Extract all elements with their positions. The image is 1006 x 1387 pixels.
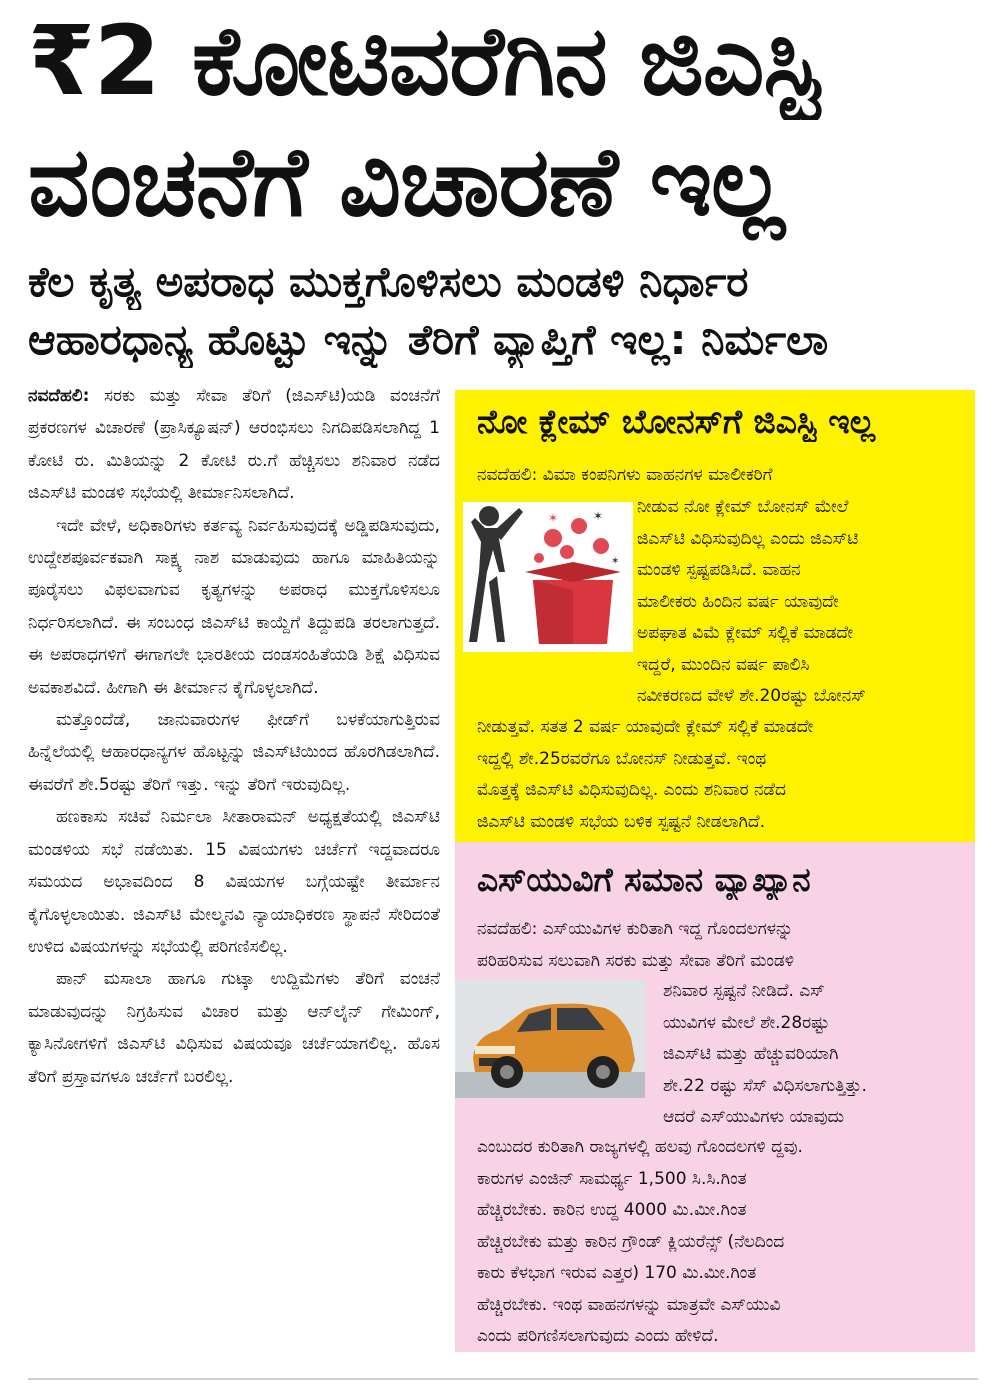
- box-line: ಜಿಎಸ್‌ಟಿ ಮತ್ತು ಹೆಚ್ಚುವರಿಯಾಗಿ: [663, 1044, 839, 1064]
- box-line: ಹೆಚ್ಚಿರಬೇಕು ಮತ್ತು ಕಾರಿನ ಗ್ರೌಂಡ್ ಕ್ಲಿಯರೆನ್ಸ್ (ನೆಲದಿಂದ: [477, 1231, 785, 1252]
- suv-definition-box: [455, 842, 975, 1352]
- box-text: [663, 976, 967, 1134]
- svg-text:✶: ✶: [548, 511, 559, 525]
- box-line: ಅಪಘಾತ ವಿಮೆ ಕ್ಲೇಮ್ ಸಲ್ಲಿಕೆ ಮಾಡದೇ: [637, 623, 853, 643]
- box-line: ನವೀಕರಣದ ವೇಳೆ ಶೇ.20ರಷ್ಟು ಬೋನಸ್: [637, 686, 866, 706]
- main-story-paragraph: ಪಾನ್ ಮಸಾಲಾ ಹಾಗೂ ಗುಟ್ಕಾ ಉದ್ದಿಮೆಗಳು ತೆರಿಗೆ ವಂಚನೆ ಮಾಡುವುದನ್ನು ನಿಗ್ರಹಿಸುವ ವಿಚಾರ ಮತ್ತು ಆನ್‌ಲೈನ್ ಗೇಮಿಂಗ್, ಕ್ಯಾಸಿನೋಗಳಿಗೆ ಜಿಎಸ್‌ಟಿ ವಿಧಿಸುವ ವಿಷಯವೂ ಚರ್ಚೆಯಾಗಲಿಲ್ಲ. ಹೊಸ ತೆರಿಗೆ ಪ್ರಸ್ತಾವಗಳೂ ಚರ್ಚೆಗೆ ಬರಲಿಲ್ಲ.: [28, 969, 440, 1087]
- main-story-paragraph: ಮತ್ತೊಂದೆಡೆ, ಜಾನುವಾರುಗಳ ಫೀಡ್‌ಗೆ ಬಳಕೆಯಾಗುತ್ತಿರುವ ಹಿನ್ನೆಲೆಯಲ್ಲಿ ಆಹಾರಧಾನ್ಯಗಳ ಹೊಟ್ಟನ್ನು ಜಿಎಸ್‌ಟಿಯಿಂದ ಹೊರಗಿಡಲಾಗಿದೆ. ಈವರೆಗೆ ಶೇ.5ರಷ್ಟು ತೆರಿಗೆ ಇತ್ತು. ಇನ್ನು ತೆರಿಗೆ ಇರುವುದಿಲ್ಲ.: [28, 710, 440, 795]
- main-story-paragraph: [28, 380, 440, 510]
- dateline: ನವದೆಹಲಿ:: [28, 386, 90, 406]
- subheadline-line-2: ಆಹಾರಧಾನ್ಯ ಹೊಟ್ಟು ಇನ್ನು ತೆರಿಗೆ ವ್ಯಾಪ್ತಿಗೆ ಇಲ್ಲ: ನಿರ್ಮಲಾ: [28, 315, 829, 364]
- box-line: ಜಿಎಸ್‌ಟಿ ವಿಧಿಸುವುದಿಲ್ಲ ಎಂದು ಜಿಎಸ್‌ಟಿ: [637, 528, 859, 549]
- gift-box-illustration: [463, 502, 633, 652]
- svg-text:✶: ✶: [593, 509, 604, 523]
- suv-photo: [455, 980, 645, 1098]
- box-title: ನೋ ಕ್ಲೇಮ್ ಬೋನಸ್‌ಗೆ ಜಿಎಸ್ಟಿ ಇಲ್ಲ: [477, 402, 876, 441]
- no-claim-bonus-box: [455, 390, 975, 842]
- box-line: ಕಾರು ಕೆಳಭಾಗ ಇರುವ ಎತ್ತರ) 170 ಮಿ.ಮೀ.ಗಿಂತ: [477, 1263, 757, 1283]
- main-story-column: [28, 380, 440, 1370]
- box-line: ಶೇ.22 ರಷ್ಟು ಸೆಸ್ ವಿಧಿಸಲಾಗುತ್ತಿತ್ತು.: [663, 1075, 867, 1096]
- box-text: [477, 460, 967, 492]
- box-text: [477, 914, 967, 977]
- box-text: [477, 1132, 967, 1352]
- box-line: ಕಾರುಗಳ ಎಂಜಿನ್ ಸಾಮರ್ಥ್ಯ 1,500 ಸಿ.ಸಿ.ಗಿಂತ: [477, 1168, 747, 1189]
- box-line: ನೀಡುತ್ತವೆ. ಸತತ 2 ವರ್ಷ ಯಾವುದೇ ಕ್ಲೇಮ್ ಸಲ್ಲಿಕೆ ಮಾಡದೇ: [477, 717, 814, 737]
- main-story-paragraph: ಇದೇ ವೇಳೆ, ಅಧಿಕಾರಿಗಳು ಕರ್ತವ್ಯ ನಿರ್ವಹಿಸುವುದಕ್ಕೆ ಅಡ್ಡಿಪಡಿಸುವುದು, ಉದ್ದೇಶಪೂರ್ವಕವಾಗಿ ಸಾಕ್ಷ್ಯ ನಾಶ ಮಾಡುವುದು ಹಾಗೂ ಮಾಹಿತಿಯನ್ನು ಪೂರೈಸಲು ವಿಫಲವಾಗುವ ಕೃತ್ಯಗಳನ್ನು ಅಪರಾಧ ಮುಕ್ತಗೊಳಿಸಲೂ ನಿರ್ಧರಿಸಲಾಗಿದೆ. ಈ ಸಂಬಂಧ ಜಿಎಸ್‌ಟಿ ಕಾಯ್ದೆಗೆ ತಿದ್ದುಪಡಿ ತರಲಾಗುತ್ತದೆ. ಈ ಅಪರಾಧಗಳಿಗೆ ಈಗಾಗಲೇ ಭಾರತೀಯ ದಂಡಸಂಹಿತೆಯಡಿ ಶಿಕ್ಷೆ ವಿಧಿಸುವ ಅವಕಾಶವಿದೆ. ಹೀಗಾಗಿ ಈ ತೀರ್ಮಾನ ಕೈಗೊಳ್ಳಲಾಗಿದೆ.: [28, 515, 440, 698]
- box-line: ಮಾಲೀಕರು ಹಿಂದಿನ ವರ್ಷ ಯಾವುದೇ: [637, 591, 839, 612]
- box-line: ಯುವಿಗಳ ಮೇಲೆ ಶೇ.28ರಷ್ಟು: [663, 1012, 830, 1033]
- box-line: ಜಿಎಸ್‌ಟಿ ಮಂಡಳಿ ಸಭೆಯ ಬಳಿಕ ಸ್ಪಷ್ಟನೆ ನೀಡಲಾಗಿದೆ.: [477, 811, 766, 832]
- box-text: [477, 712, 967, 838]
- box-title: ಎಸ್‌ಯುವಿಗೆ ಸಮಾನ ವ್ಯಾಖ್ಯಾನ: [477, 860, 811, 899]
- box-line: ಪರಿಹರಿಸುವ ಸಲುವಾಗಿ ಸರಕು ಮತ್ತು ಸೇವಾ ತೆರಿಗೆ ಮಂಡಳಿ: [477, 950, 795, 971]
- box-line: ಶನಿವಾರ ಸ್ಪಷ್ಟನೆ ನೀಡಿದೆ. ಎಸ್: [663, 981, 825, 1001]
- box-text: [637, 492, 967, 713]
- box-line: ನೀಡುವ ನೋ ಕ್ಲೇಮ್ ಬೋನಸ್ ಮೇಲೆ: [637, 497, 849, 517]
- bottom-divider: [28, 1378, 978, 1380]
- box-line: ಮಂಡಳಿ ಸ್ಪಷ್ಟಪಡಿಸಿದೆ. ವಾಹನ: [637, 560, 801, 580]
- box-line: ಇದ್ದಲ್ಲಿ ಶೇ.25ರವರೆಗೂ ಬೋನಸ್ ನೀಡುತ್ತವೆ. ಇಂಥ: [477, 748, 767, 769]
- box-line: ಎಂದು ಪರಿಗಣಿಸಲಾಗುವುದು ಎಂದು ಹೇಳಿದೆ.: [477, 1326, 719, 1346]
- car-icon: [455, 980, 645, 1098]
- box-line: ಮೊತ್ತಕ್ಕೆ ಜಿಎಸ್‌ಟಿ ವಿಧಿಸುವುದಿಲ್ಲ. ಎಂದು ಶನಿವಾರ ನಡೆದ: [477, 780, 786, 800]
- gift-box-icon: [463, 502, 633, 652]
- headline-line-2: ವಂಚನೆಗೆ ವಿಚಾರಣೆ ಇಲ್ಲ: [28, 126, 784, 238]
- svg-text:✶: ✶: [611, 556, 620, 567]
- box-line: ಎಂಬುದರ ಕುರಿತಾಗಿ ರಾಜ್ಯಗಳಲ್ಲಿ ಹಲವು ಗೊಂದಲಗಳಿ ದ್ದವು.: [477, 1137, 803, 1157]
- box-line: ನವದೆಹಲಿ: ಎಸ್‌ಯುವಿಗಳ ಕುರಿತಾಗಿ ಇದ್ದ ಗೊಂದಲಗಳನ್ನು: [477, 919, 794, 939]
- paragraph-text: ಸರಕು ಮತ್ತು ಸೇವಾ ತೆರಿಗೆ (ಜಿಎಸ್‌ಟಿ)ಯಡಿ ವಂಚನೆಗೆ ಪ್ರಕರಣಗಳ ವಿಚಾರಣೆ (ಪ್ರಾಸಿಕ್ಯೂಷನ್) ಆರಂಭಿಸಲು ನಿಗದಿಪಡಿಸಲಾಗಿದ್ದ 1 ಕೋಟಿ ರು. ಮಿತಿಯನ್ನು 2 ಕೋಟಿ ರು.ಗೆ ಹೆಚ್ಚಿಸಲು ಶನಿವಾರ ನಡೆದ ಜಿಎಸ್‌ಟಿ ಮಂಡಳಿ ಸಭೆಯಲ್ಲಿ ತೀರ್ಮಾನಿಸಲಾಗಿದೆ.: [28, 386, 440, 504]
- box-line: ಹೆಚ್ಚಿರಬೇಕು. ಇಂಥ ವಾಹನಗಳನ್ನು ಮಾತ್ರವೇ ಎಸ್‌ಯುವಿ: [477, 1294, 781, 1315]
- subheadline-line-1: ಕೆಲ ಕೃತ್ಯ ಅಪರಾಧ ಮುಕ್ತಗೊಳಿಸಲು ಮಂಡಳಿ ನಿರ್ಧಾರ: [28, 257, 749, 306]
- box-line: ನವದೆಹಲಿ: ವಿಮಾ ಕಂಪನಿಗಳು ವಾಹನಗಳ ಮಾಲೀಕರಿಗೆ: [477, 465, 773, 485]
- main-story-paragraph: ಹಣಕಾಸು ಸಚಿವೆ ನಿರ್ಮಲಾ ಸೀತಾರಾಮನ್ ಅಧ್ಯಕ್ಷತೆಯಲ್ಲಿ ಜಿಎಸ್‌ಟಿ ಮಂಡಳಿಯ ಸಭೆ ನಡೆಯಿತು. 15 ವಿಷಯಗಳು ಚರ್ಚೆಗೆ ಇದ್ದವಾದರೂ ಸಮಯದ ಅಭಾವದಿಂದ 8 ವಿಷಯಗಳ ಬಗ್ಗೆಯಷ್ಟೇ ತೀರ್ಮಾನ ಕೈಗೊಳ್ಳಲಾಯಿತು. ಜಿಎಸ್‌ಟಿ ಮೇಲ್ಮನವಿ ನ್ಯಾಯಾಧಿಕರಣ ಸ್ಥಾಪನೆ ಸೇರಿದಂತೆ ಉಳಿದ ವಿಷಯಗಳನ್ನು ಸಭೆಯಲ್ಲಿ ಪರಿಗಣಿಸಲಿಲ್ಲ.: [28, 807, 440, 957]
- headline-line-1: ₹2 ಕೋಟಿವರೆಗಿನ ಜಿಎಸ್ಟಿ: [28, 5, 821, 117]
- box-line: ಆದರೆ ಎಸ್‌ಯುವಿಗಳು ಯಾವುದು: [663, 1107, 844, 1127]
- box-line: ಹೆಚ್ಚಿರಬೇಕು. ಕಾರಿನ ಉದ್ದ 4000 ಮಿ.ಮೀ.ಗಿಂತ: [477, 1200, 747, 1220]
- box-line: ಇದ್ದರೆ, ಮುಂದಿನ ವರ್ಷ ಪಾಲಿಸಿ: [637, 654, 810, 675]
